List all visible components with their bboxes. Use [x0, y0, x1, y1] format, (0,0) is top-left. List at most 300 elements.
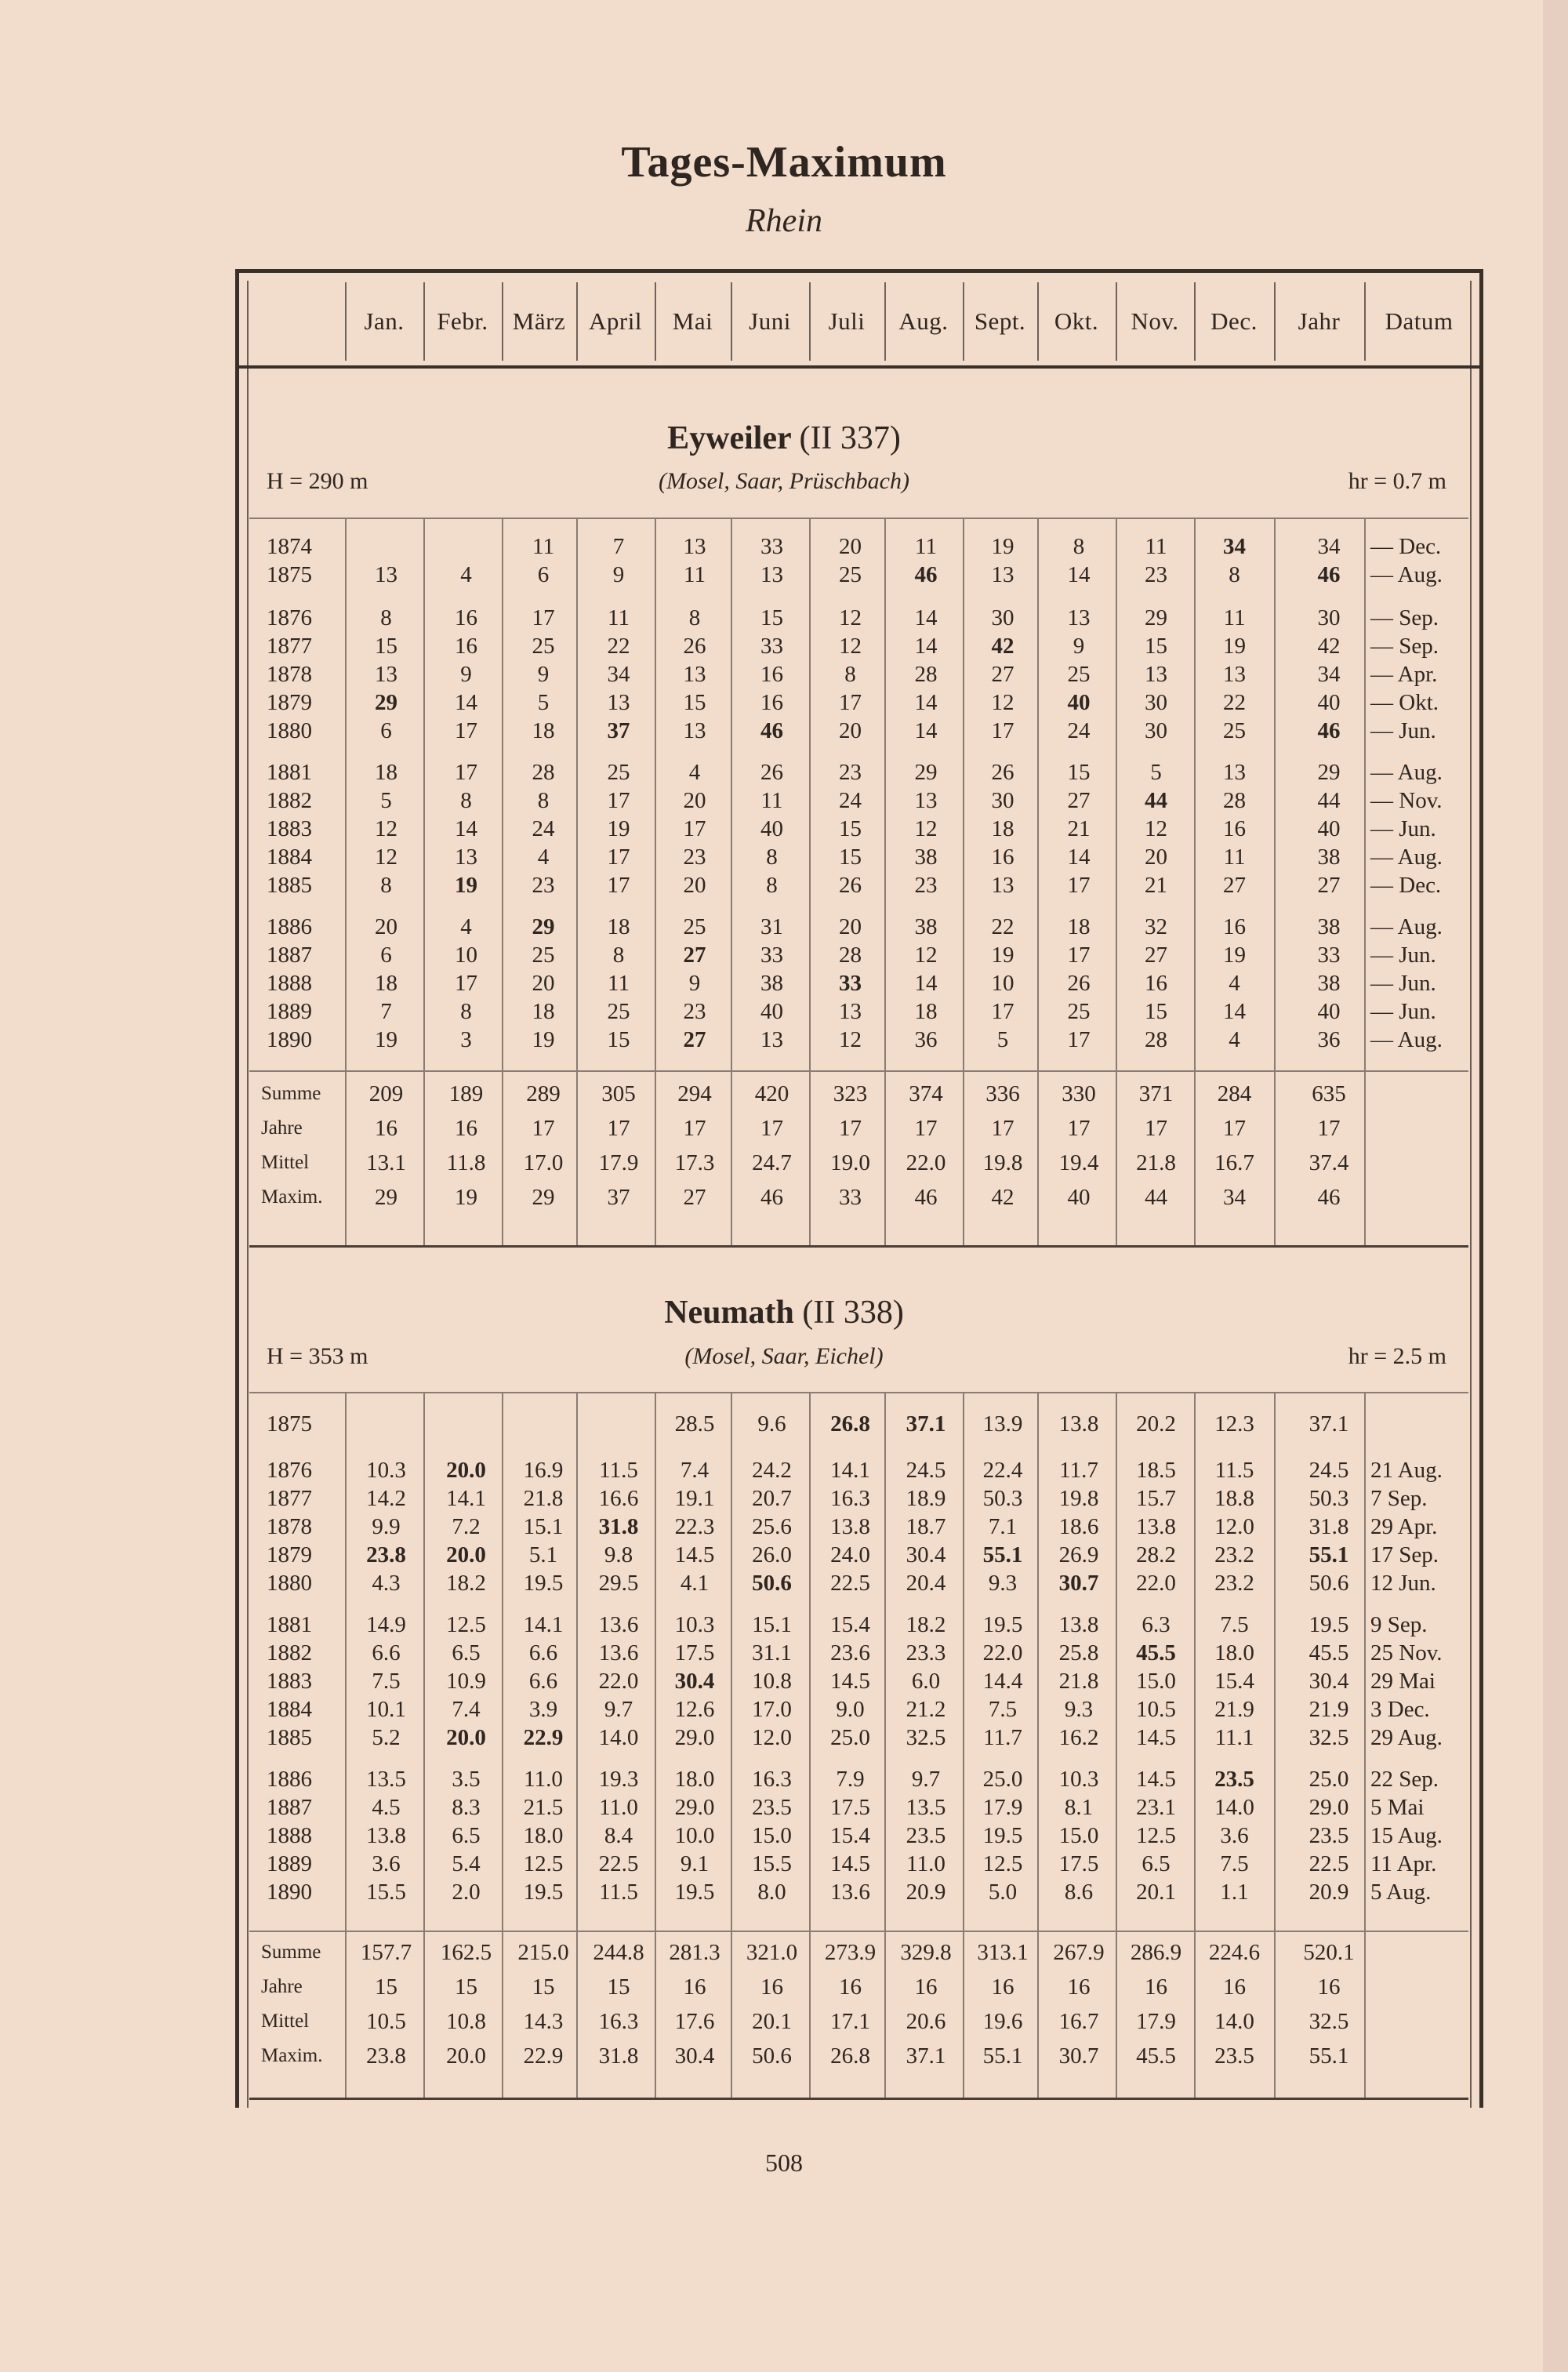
summary-value: 16 [683, 1974, 706, 2000]
summary-value: 17 [532, 1116, 555, 1141]
summary-value: 17 [991, 1116, 1014, 1141]
horizontal-rule [249, 1070, 1468, 1072]
cell-value: 16.9 [523, 1458, 564, 1483]
cell-value: 22.3 [674, 1514, 715, 1539]
cell-value: 18.0 [1214, 1640, 1254, 1665]
cell-value: 17 [532, 605, 555, 630]
cell-value: 4 [460, 562, 472, 587]
cell-value: 46 [914, 562, 938, 587]
cell-value: 45.5 [1136, 1640, 1176, 1665]
cell-value: 18 [532, 718, 555, 743]
cell-value: 12 [914, 816, 938, 841]
cell-value: 14.5 [830, 1851, 870, 1876]
cell-value: 17 [607, 845, 630, 870]
cell-value: 22.5 [1308, 1851, 1349, 1876]
cell-value: 12.5 [982, 1851, 1023, 1876]
cell-value: 6.6 [372, 1640, 401, 1665]
cell-value: 15.7 [1136, 1486, 1176, 1511]
cell-value: 12.3 [1214, 1411, 1254, 1437]
cell-value: 3.9 [528, 1697, 558, 1722]
station-id: (II 337) [799, 420, 901, 456]
cell-datum: — Sep. [1370, 634, 1439, 659]
cell-value: 14.1 [446, 1486, 486, 1511]
cell-value: 29.0 [674, 1795, 715, 1820]
cell-value: 13 [914, 788, 938, 813]
cell-value: 50.3 [982, 1486, 1023, 1511]
cell-value: 32 [1145, 914, 1167, 939]
cell-value: 17 [455, 760, 477, 785]
cell-value: 1.1 [1220, 1880, 1249, 1905]
cell-value: 17 [991, 718, 1014, 743]
column-separator [963, 518, 964, 1245]
cell-value: 18.8 [1214, 1486, 1254, 1511]
cell-value: 13 [1067, 605, 1091, 630]
cell-datum: 12 Jun. [1370, 1571, 1436, 1596]
cell-value: 46 [1317, 562, 1341, 587]
cell-value: 22.0 [1136, 1571, 1176, 1596]
cell-value: 21 [1067, 816, 1091, 841]
cell-datum: 25 Nov. [1370, 1640, 1443, 1665]
cell-value: 46 [1317, 718, 1341, 743]
cell-value: 27 [683, 943, 706, 968]
cell-value: 20 [532, 971, 555, 996]
cell-value: 6.0 [911, 1669, 941, 1694]
cell-value: 32.5 [906, 1725, 946, 1750]
cell-value: 13 [375, 662, 397, 687]
column-separator [1116, 518, 1117, 1245]
cell-value: 7.5 [1220, 1612, 1249, 1637]
cell-value: 30 [1317, 605, 1341, 630]
cell-value: 20.9 [1308, 1880, 1349, 1905]
cell-value: 14 [1067, 562, 1091, 587]
station-region: (Mosel, Saar, Eichel) [684, 1343, 884, 1369]
cell-value: 26.0 [752, 1542, 792, 1567]
column-header-8: Aug. [898, 307, 949, 335]
cell-value: 16 [455, 605, 477, 630]
cell-value: 10.1 [366, 1697, 406, 1722]
row-year: 1879 [267, 690, 312, 715]
column-header-6: Juni [749, 307, 791, 335]
cell-value: 19 [607, 816, 630, 841]
cell-value: 22.4 [982, 1458, 1023, 1483]
cell-value: 15 [839, 845, 862, 870]
summary-value: 17 [1145, 1116, 1167, 1141]
cell-value: 9 [537, 662, 550, 687]
cell-value: 16.3 [830, 1486, 870, 1511]
cell-value: 15.5 [366, 1880, 406, 1905]
cell-value: 15.0 [752, 1823, 792, 1848]
summary-value: 267.9 [1053, 1940, 1105, 1965]
cell-value: 15 [1067, 760, 1091, 785]
cell-value: 4 [537, 845, 550, 870]
row-year: 1875 [267, 1411, 312, 1437]
cell-value: 10.0 [674, 1823, 715, 1848]
cell-value: 28.5 [674, 1411, 715, 1437]
horizontal-rule [249, 518, 1468, 519]
cell-value: 29.0 [674, 1725, 715, 1750]
cell-value: 8 [766, 873, 778, 898]
cell-value: 11.5 [599, 1458, 638, 1483]
cell-datum: 29 Apr. [1370, 1514, 1438, 1539]
cell-value: 26.8 [830, 1411, 870, 1437]
summary-value: 16 [375, 1116, 397, 1141]
cell-value: 42 [1317, 634, 1341, 659]
cell-value: 14 [914, 634, 938, 659]
summary-value: 281.3 [669, 1940, 720, 1965]
row-year: 1882 [267, 788, 312, 813]
row-year: 1877 [267, 634, 312, 659]
column-separator [655, 518, 656, 1245]
cell-value: 37.1 [906, 1411, 946, 1437]
cell-value: 10 [991, 971, 1014, 996]
summary-value: 635 [1312, 1081, 1346, 1106]
cell-value: 8 [460, 999, 472, 1024]
cell-value: 19 [991, 943, 1014, 968]
cell-value: 13.8 [1058, 1411, 1099, 1437]
cell-value: 14.1 [523, 1612, 564, 1637]
cell-value: 12.5 [446, 1612, 486, 1637]
summary-value: 17.1 [830, 2009, 870, 2034]
station-hr: hr = 0.7 m [1348, 468, 1446, 494]
row-year: 1874 [267, 534, 312, 559]
cell-value: 24 [1067, 718, 1091, 743]
cell-value: 23.3 [906, 1640, 946, 1665]
row-year: 1880 [267, 718, 312, 743]
cell-value: 3.5 [452, 1767, 481, 1792]
cell-value: 20.0 [446, 1458, 486, 1483]
cell-value: 8 [844, 662, 856, 687]
cell-value: 12.0 [752, 1725, 792, 1750]
cell-value: 18 [532, 999, 555, 1024]
cell-value: 10.9 [446, 1669, 486, 1694]
cell-value: 23.6 [830, 1640, 870, 1665]
cell-value: 10.5 [1136, 1697, 1176, 1722]
cell-value: 38 [1317, 971, 1341, 996]
cell-datum: — Okt. [1370, 690, 1439, 715]
summary-value: 17.6 [674, 2009, 715, 2034]
page-edge [1543, 0, 1568, 2372]
cell-value: 22.0 [598, 1669, 639, 1694]
cell-value: 11 [608, 605, 630, 630]
column-header-12: Dec. [1210, 307, 1258, 335]
cell-value: 17 [683, 816, 706, 841]
cell-value: 50.3 [1308, 1486, 1349, 1511]
cell-value: 33 [839, 971, 862, 996]
page-title: Tages-Maximum [621, 138, 947, 187]
cell-value: 38 [914, 914, 938, 939]
cell-value: 14 [914, 718, 938, 743]
cell-value: 23.5 [1214, 1767, 1254, 1792]
cell-value: 15.0 [1136, 1669, 1176, 1694]
summary-value: 20.6 [906, 2009, 946, 2034]
cell-value: 8 [460, 788, 472, 813]
station-height: H = 353 m [267, 1343, 368, 1369]
summary-value: 209 [368, 1081, 404, 1106]
cell-value: 25 [1067, 662, 1091, 687]
cell-value: 30.7 [1058, 1571, 1099, 1596]
cell-value: 30.4 [674, 1669, 715, 1694]
summary-label: Maxim. [261, 1186, 323, 1208]
cell-value: 25 [607, 760, 630, 785]
summary-value: 37 [607, 1185, 630, 1210]
station-id: (II 338) [802, 1295, 904, 1331]
row-year: 1878 [267, 1514, 312, 1539]
page-number: 508 [765, 2149, 803, 2177]
cell-value: 10.3 [366, 1458, 406, 1483]
cell-value: 4.5 [372, 1795, 401, 1820]
cell-value: 17 [1067, 1027, 1091, 1052]
summary-value: 17.0 [523, 1150, 564, 1175]
column-separator [1274, 518, 1276, 1245]
cell-value: 4 [460, 914, 472, 939]
row-year: 1877 [267, 1486, 312, 1511]
summary-value: 33 [839, 1185, 862, 1210]
cell-value: 24 [839, 788, 862, 813]
cell-value: 14.4 [982, 1669, 1023, 1694]
summary-value: 15 [607, 1974, 630, 2000]
cell-value: 7.5 [1220, 1851, 1249, 1876]
summary-value: 16 [914, 1974, 938, 2000]
cell-value: 3.6 [1220, 1823, 1249, 1848]
cell-value: 26 [683, 634, 706, 659]
cell-value: 8 [688, 605, 701, 630]
summary-value: 16 [455, 1116, 477, 1141]
cell-value: 10.8 [752, 1669, 792, 1694]
cell-value: 28 [1145, 1027, 1167, 1052]
cell-value: 15 [1145, 999, 1167, 1024]
cell-value: 22.0 [982, 1640, 1023, 1665]
cell-value: 8 [1073, 534, 1085, 559]
cell-value: 13 [607, 690, 630, 715]
row-year: 1876 [267, 1458, 312, 1483]
row-year: 1875 [267, 562, 312, 587]
cell-value: 14.5 [830, 1669, 870, 1694]
cell-value: 29 [914, 760, 938, 785]
summary-value: 21.8 [1136, 1150, 1176, 1175]
cell-datum: — Aug. [1370, 914, 1443, 939]
cell-value: 19.5 [674, 1880, 715, 1905]
cell-value: 29 [532, 914, 555, 939]
summary-value: 330 [1062, 1081, 1096, 1106]
cell-value: 25 [683, 914, 706, 939]
cell-value: 13 [375, 562, 397, 587]
cell-value: 13.6 [830, 1880, 870, 1905]
summary-value: 371 [1138, 1081, 1174, 1106]
cell-value: 31.1 [752, 1640, 792, 1665]
cell-value: 17.5 [830, 1795, 870, 1820]
cell-value: 34 [607, 662, 630, 687]
cell-value: 9 [612, 562, 625, 587]
cell-value: 28 [839, 943, 862, 968]
summary-value: 19.0 [830, 1150, 870, 1175]
cell-value: 14 [914, 605, 938, 630]
cell-datum: — Jun. [1370, 718, 1436, 743]
summary-value: 16.7 [1058, 2009, 1099, 2034]
cell-value: 13 [1223, 662, 1246, 687]
cell-value: 6.5 [452, 1640, 481, 1665]
summary-value: 32.5 [1308, 2009, 1349, 2034]
column-separator [655, 1392, 656, 2098]
cell-value: 17 [607, 873, 630, 898]
summary-label: Summe [261, 1083, 321, 1104]
cell-value: 21.8 [523, 1486, 564, 1511]
station-name: Neumath [664, 1295, 794, 1331]
summary-label: Jahre [261, 1117, 303, 1139]
cell-value: 6.6 [528, 1669, 558, 1694]
cell-value: 21.2 [906, 1697, 946, 1722]
summary-value: 336 [985, 1081, 1020, 1106]
cell-datum: — Sep. [1370, 605, 1439, 630]
summary-value: 40 [1067, 1185, 1091, 1210]
cell-value: 4.1 [680, 1571, 710, 1596]
cell-value: 7 [380, 999, 392, 1024]
cell-value: 24 [532, 816, 555, 841]
cell-value: 17 [991, 999, 1014, 1024]
cell-value: 33 [1317, 943, 1341, 968]
cell-value: 46 [760, 718, 783, 743]
cell-value: 27 [1317, 873, 1341, 898]
cell-value: 19.5 [523, 1880, 564, 1905]
cell-value: 10.3 [1058, 1767, 1099, 1792]
cell-value: 19.5 [982, 1823, 1023, 1848]
cell-datum: — Nov. [1370, 788, 1443, 813]
column-header-5: Mai [672, 307, 713, 335]
cell-value: 33 [760, 943, 783, 968]
summary-value: 16 [1145, 1974, 1167, 2000]
summary-value: 22.0 [906, 1150, 946, 1175]
cell-value: 4 [688, 760, 701, 785]
cell-value: 25.8 [1058, 1640, 1099, 1665]
cell-datum: 29 Mai [1370, 1669, 1436, 1694]
cell-value: 16 [991, 845, 1014, 870]
summary-value: 16 [1067, 1974, 1091, 2000]
cell-value: 18 [1067, 914, 1091, 939]
cell-value: 15 [683, 690, 706, 715]
summary-value: 17 [839, 1116, 862, 1141]
header-separator [1364, 282, 1366, 361]
cell-value: 21.9 [1308, 1697, 1349, 1722]
cell-value: 11.0 [524, 1767, 563, 1792]
cell-value: 6.5 [452, 1823, 481, 1848]
cell-value: 13 [839, 999, 862, 1024]
cell-value: 36 [1317, 1027, 1341, 1052]
cell-value: 37 [607, 718, 630, 743]
cell-value: 31 [760, 914, 783, 939]
cell-value: 9.3 [988, 1571, 1018, 1596]
cell-value: 2.0 [452, 1880, 481, 1905]
summary-value: 15 [375, 1974, 397, 2000]
cell-value: 5 [996, 1027, 1009, 1052]
cell-value: 34 [1317, 534, 1341, 559]
summary-value: 14.0 [1214, 2009, 1254, 2034]
cell-value: 5.0 [988, 1880, 1018, 1905]
cell-value: 20 [839, 718, 862, 743]
summary-value: 10.5 [366, 2009, 406, 2034]
row-year: 1888 [267, 971, 312, 996]
cell-value: 11.7 [983, 1725, 1022, 1750]
cell-value: 8 [380, 605, 392, 630]
summary-value: 14.3 [523, 2009, 564, 2034]
cell-value: 18.2 [446, 1571, 486, 1596]
cell-value: 30 [1145, 718, 1167, 743]
cell-value: 15.0 [1058, 1823, 1099, 1848]
cell-value: 25 [839, 562, 862, 587]
cell-value: 24.0 [830, 1542, 870, 1567]
cell-value: 11.0 [599, 1795, 638, 1820]
cell-value: 17 [839, 690, 862, 715]
summary-value: 286.9 [1130, 1940, 1182, 1965]
summary-value: 20.1 [752, 2009, 792, 2034]
cell-value: 11.5 [1214, 1458, 1254, 1483]
row-year: 1876 [267, 605, 312, 630]
cell-value: 24.5 [1308, 1458, 1349, 1483]
row-year: 1878 [267, 662, 312, 687]
cell-value: 40 [1317, 999, 1341, 1024]
cell-value: 30 [1145, 690, 1167, 715]
cell-value: 33 [760, 534, 783, 559]
cell-value: 22.5 [598, 1851, 639, 1876]
cell-value: 22.5 [830, 1571, 870, 1596]
summary-value: 17 [1317, 1116, 1341, 1141]
summary-value: 19.8 [982, 1150, 1023, 1175]
cell-value: 21.9 [1214, 1697, 1254, 1722]
summary-value: 273.9 [824, 1940, 877, 1965]
page-subtitle: Rhein [746, 203, 822, 239]
cell-value: 5.4 [452, 1851, 481, 1876]
cell-value: 16 [455, 634, 477, 659]
cell-datum: — Aug. [1370, 1027, 1443, 1052]
cell-value: 18 [375, 760, 397, 785]
cell-value: 50.6 [1308, 1571, 1349, 1596]
summary-value: 31.8 [598, 2043, 639, 2069]
cell-value: 13 [991, 562, 1014, 587]
cell-value: 29 [375, 690, 397, 715]
cell-value: 18.0 [523, 1823, 564, 1848]
cell-value: 16 [1145, 971, 1167, 996]
cell-value: 19.8 [1058, 1486, 1099, 1511]
cell-value: 25.0 [1308, 1767, 1349, 1792]
summary-value: 157.7 [360, 1940, 412, 1965]
cell-value: 26 [991, 760, 1014, 785]
cell-datum: — Jun. [1370, 999, 1436, 1024]
cell-value: 11 [915, 534, 937, 559]
station-height: H = 290 m [267, 468, 368, 494]
cell-value: 18.0 [674, 1767, 715, 1792]
cell-value: 15 [375, 634, 397, 659]
cell-value: 9.3 [1064, 1697, 1094, 1722]
cell-value: 18 [914, 999, 938, 1024]
cell-value: 38 [1317, 845, 1341, 870]
cell-datum: — Apr. [1370, 662, 1438, 687]
cell-value: 13 [760, 562, 783, 587]
station-title [0, 1294, 1568, 1331]
summary-value: 289 [526, 1081, 561, 1106]
cell-value: 7 [612, 534, 625, 559]
cell-value: 15.4 [830, 1612, 870, 1637]
cell-value: 9.7 [604, 1697, 633, 1722]
cell-value: 38 [760, 971, 783, 996]
cell-datum: — Aug. [1370, 845, 1443, 870]
row-year: 1882 [267, 1640, 312, 1665]
cell-value: 14 [455, 690, 477, 715]
summary-value: 189 [448, 1081, 484, 1106]
summary-value: 305 [601, 1081, 636, 1106]
cell-value: 17.9 [982, 1795, 1023, 1820]
summary-value: 16.3 [598, 2009, 639, 2034]
cell-value: 14.5 [1136, 1767, 1176, 1792]
summary-value: 34 [1223, 1185, 1246, 1210]
summary-value: 46 [1317, 1185, 1341, 1210]
